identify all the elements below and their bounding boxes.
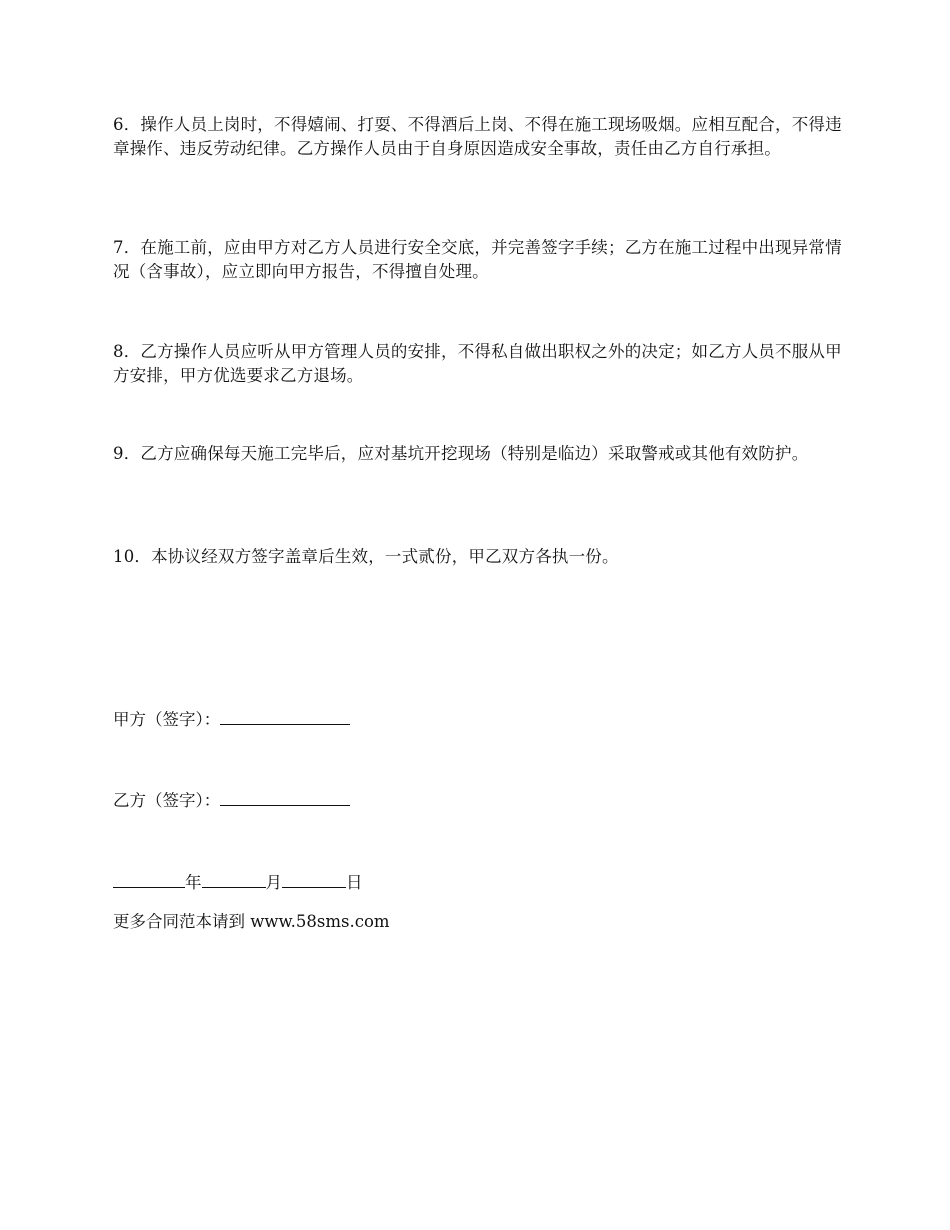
clause-8: 8．乙方操作人员应听从甲方管理人员的安排，不得私自做出职权之外的决定；如乙方人员不服从甲方安排，甲方优选要求乙方退场。: [113, 342, 842, 385]
party-a-signature-line: [113, 706, 350, 732]
party-a-label: 甲方（签字）：: [113, 710, 221, 729]
clause-7: 7．在施工前，应由甲方对乙方人员进行安全交底，并完善签字手续；乙方在施工过程中出现异常情况（含事故），应立即向甲方报告，不得擅自处理。: [113, 238, 842, 281]
month-field[interactable]: [202, 869, 266, 888]
month-label: 月: [265, 873, 282, 892]
party-b-label: 乙方（签字）：: [113, 791, 221, 810]
year-label: 年: [185, 873, 202, 892]
year-field[interactable]: [113, 869, 185, 888]
day-field[interactable]: [282, 869, 346, 888]
clause-6: 6．操作人员上岗时，不得嬉闹、打耍、不得酒后上岗、不得在施工现场吸烟。应相互配合，不得违章操作、违反劳动纪律。乙方操作人员由于自身原因造成安全事故，责任由乙方自行承担。: [113, 115, 842, 158]
party-b-signature-line: [113, 787, 350, 813]
party-a-signature-field[interactable]: [220, 706, 350, 725]
day-label: 日: [346, 873, 363, 892]
party-b-signature-field[interactable]: [220, 787, 350, 806]
clause-10: 10．本协议经双方签字盖章后生效，一式贰份，甲乙双方各执一份。: [113, 547, 619, 566]
date-line: [113, 869, 363, 895]
clause-9: 9．乙方应确保每天施工完毕后，应对基坑开挖现场（特别是临边）采取警戒或其他有效防护。: [113, 444, 809, 463]
footer-more-templates: 更多合同范本请到 www.58sms.com: [113, 912, 390, 931]
